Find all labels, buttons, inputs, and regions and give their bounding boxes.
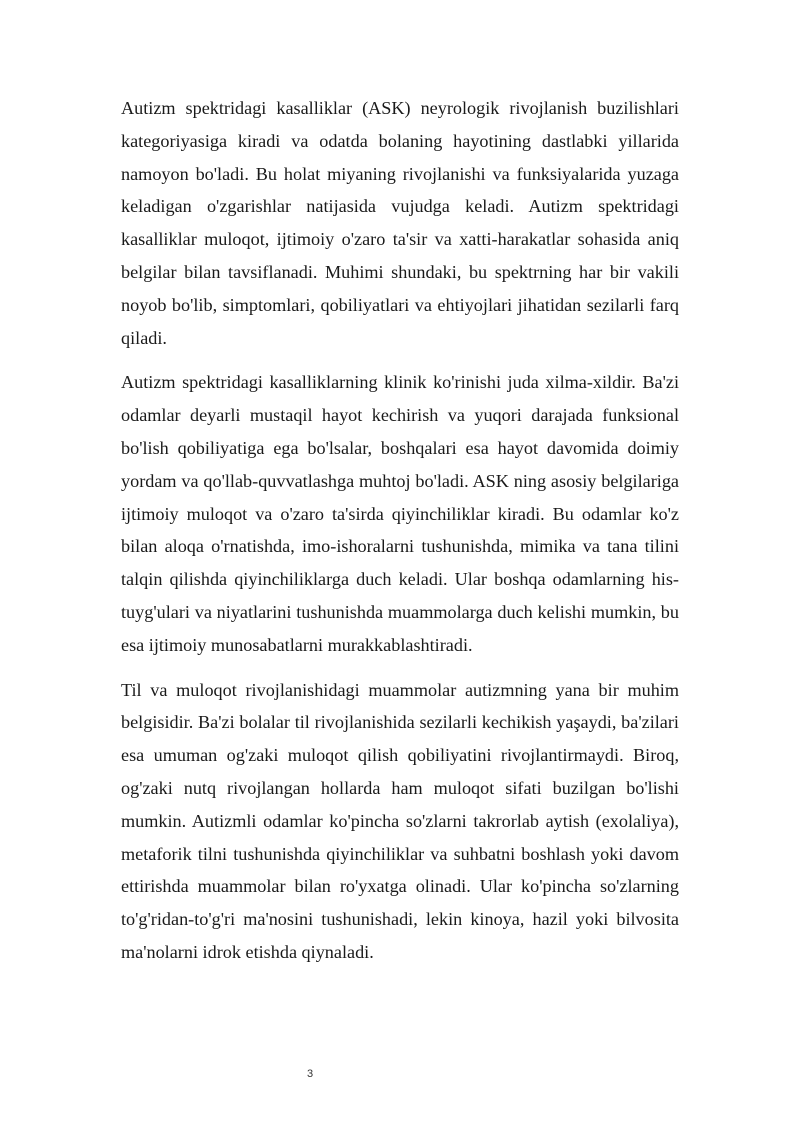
paragraph: Til va muloqot rivojlanishidagi muammolar autizmning yana bir muhim belgisidir. Ba'zi bolalar til rivojlanishida sezilarli kechikish yaşaydi, ba'zilari esa umuman og'zaki muloqot qilish qobiliyatini rivojlantirmaydi. Biroq, og'zaki nutq rivojlangan hollarda ham muloqot sifati buzilgan bo'lishi mumkin. Autizmli odamlar ko'pincha so'zlarni takrorlab aytish (exolaliya), metaforik tilni tushunishda qiyinchiliklar va suhbatni boshlash yoki davom ettirishda muammolar bilan ro'yxatga olinadi. Ular ko'pincha so'zlarning to'g'ridan-to'g'ri ma'nosini tushunishadi, lekin kinoya, hazil yoki bilvosita ma'nolarni idrok etishda qiynaladi. xyxy=(121,679,679,962)
page-number: 3 xyxy=(306,1068,314,1080)
body-text xyxy=(121,92,679,969)
paragraph: Autizm spektridagi kasalliklarning klinik ko'rinishi juda xilma-xildir. Ba'zi odamlar deyarli mustaqil hayot kechirish va yuqori darajada funksional bo'lish qobiliyatiga ega bo'lsalar, boshqalari esa hayot davomida doimiy yordam va qo'llab-quvvatlashga muhtoj bo'ladi. ASK ning asosiy belgilariga ijtimoiy muloqot va o'zaro ta'sirda qiyinchiliklar kiradi. Bu odamlar ko'z bilan aloqa o'rnatishda, imo-ishoralarni tushunishda, mimika va tana tilini talqin qilishda qiyinchiliklarga duch keladi. Ular boshqa odamlarning his-tuyg'ulari va niyatlarini tushunishda muammolarga duch kelishi mumkin, bu esa ijtimoiy munosabatlarni murakkablashtiradi. xyxy=(121,372,679,655)
paragraph: Autizm spektridagi kasalliklar (ASK) neyrologik rivojlanish buzilishlari kategoriyasiga kiradi va odatda bolaning hayotining dastlabki yillarida namoyon bo'ladi. Bu holat miyaning rivojlanishi va funksiyalarida yuzaga keladigan o'zgarishlar natijasida vujudga keladi. Autizm spektridagi kasalliklar muloqot, ijtimoiy o'zaro ta'sir va xatti-harakatlar sohasida aniq belgilar bilan tavsiflanadi. Muhimi shundaki, bu spektrning har bir vakili noyob bo'lib, simptomlari, qobiliyatlari va ehtiyojlari jihatidan sezilarli farq qiladi. xyxy=(121,98,679,348)
